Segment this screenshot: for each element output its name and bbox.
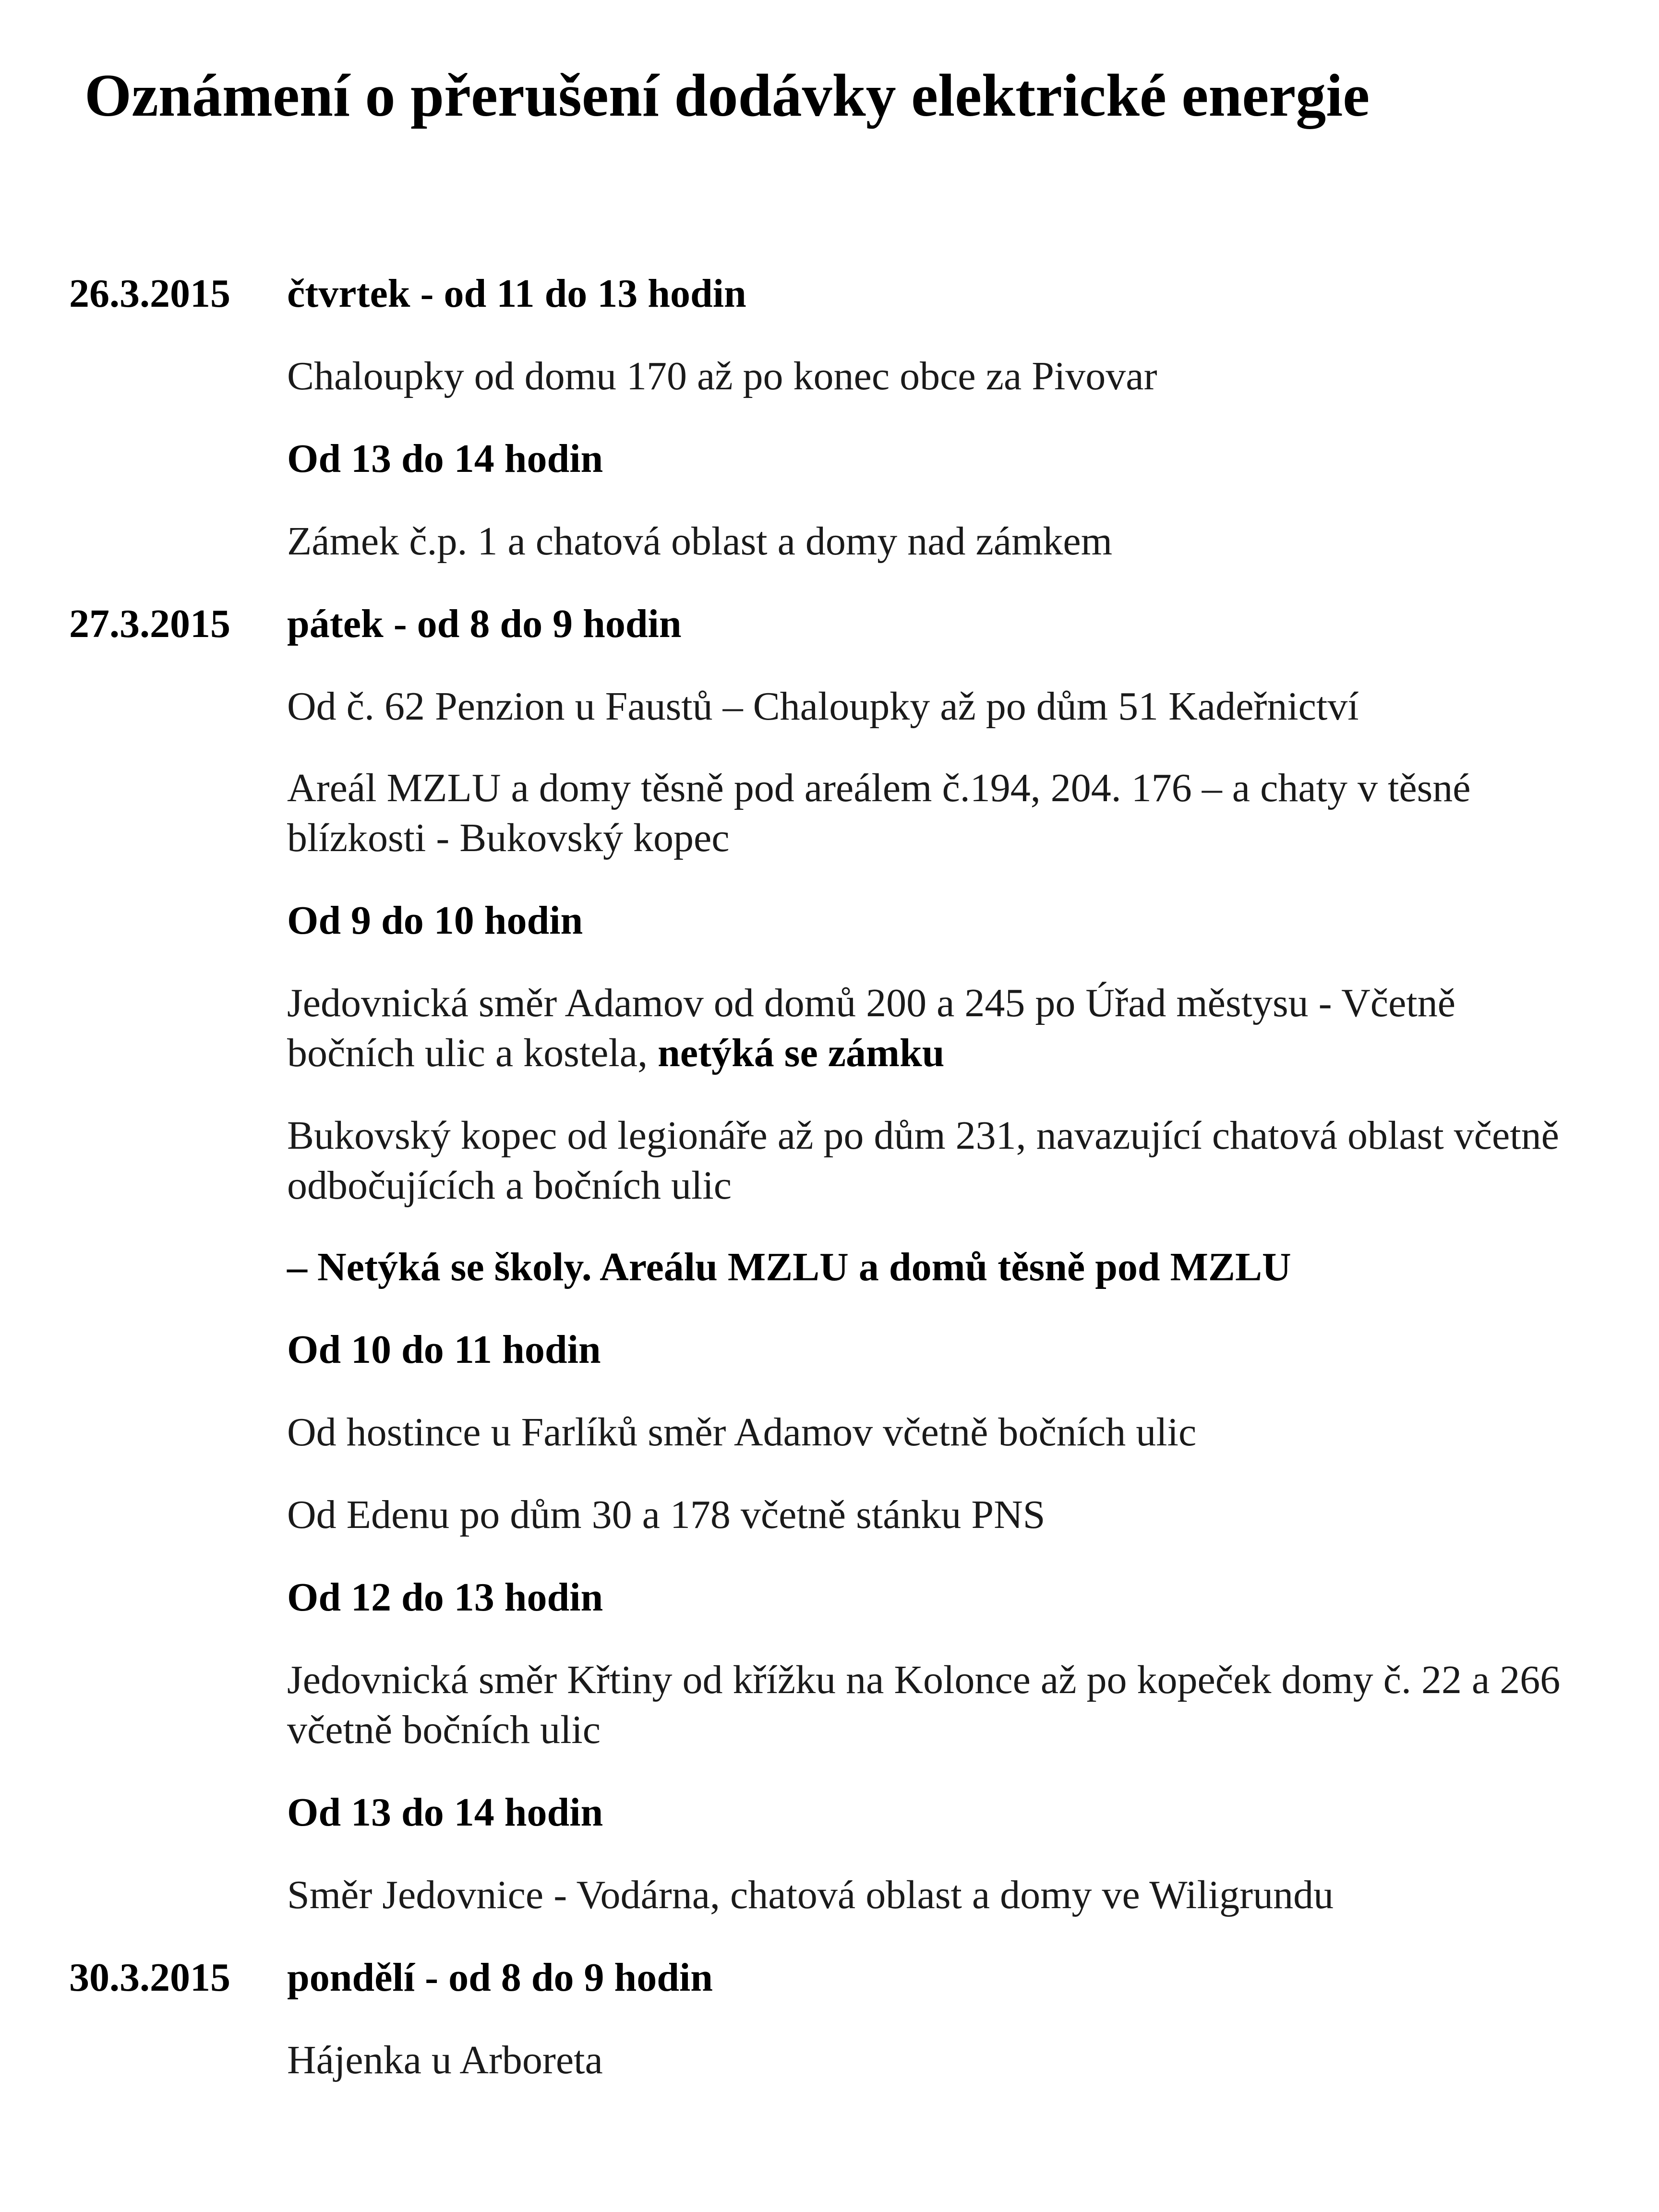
day-header: pondělí - od 8 do 9 hodin <box>287 1955 713 2000</box>
date-label: 26.3.2015 <box>69 271 230 316</box>
date-label: 30.3.2015 <box>69 1955 230 2000</box>
date-label: 27.3.2015 <box>69 601 230 646</box>
time-slot-header: Od 13 do 14 hodin <box>287 1790 603 1835</box>
page-title: Oznámení o přerušení dodávky elektrické energie <box>84 62 1370 129</box>
day-header: pátek - od 8 do 9 hodin <box>287 601 682 646</box>
area-entry: Od Edenu po dům 30 a 178 včetně stánku PNS <box>287 1492 1046 1537</box>
area-entry: Bukovský kopec od legionáře až po dům 231, navazující chatová oblast včetně odbočujících a bočních ulic <box>287 1113 1559 1208</box>
time-slot-header: Od 9 do 10 hodin <box>287 898 583 943</box>
day-header: čtvrtek - od 11 do 13 hodin <box>287 271 746 316</box>
exception-note: – Netýká se školy. Areálu MZLU a domů těsně pod MZLU <box>287 1245 1291 1289</box>
area-entry: Od č. 62 Penzion u Faustů – Chaloupky až po dům 51 Kadeřnictví <box>287 684 1359 729</box>
exception-note: netýká se zámku <box>658 1031 945 1075</box>
time-slot-header: Od 10 do 11 hodin <box>287 1327 601 1372</box>
time-slot-header: Od 13 do 14 hodin <box>287 436 603 481</box>
area-entry: Zámek č.p. 1 a chatová oblast a domy nad zámkem <box>287 519 1113 564</box>
area-entry: Směr Jedovnice - Vodárna, chatová oblast a domy ve Wiligrundu <box>287 1873 1334 1917</box>
area-entry: Hájenka u Arboreta <box>287 2038 603 2082</box>
area-entry: Chaloupky od domu 170 až po konec obce za Pivovar <box>287 354 1157 398</box>
area-entry <box>287 978 1593 1078</box>
area-text: Jedovnická směr Adamov od domů 200 a 245 po Úřad městysu - Včetně bočních ulic a kostela, <box>287 981 1455 1075</box>
area-entry: Areál MZLU a domy těsně pod areálem č.194, 204. 176 – a chaty v těsné blízkosti - Bukovský kopec <box>287 766 1471 860</box>
time-slot-header: Od 12 do 13 hodin <box>287 1575 603 1620</box>
area-entry: Jedovnická směr Křtiny od křížku na Kolonce až po kopeček domy č. 22 a 266 včetně bočních ulic <box>287 1658 1561 1752</box>
area-entry: Od hostince u Farlíků směr Adamov včetně bočních ulic <box>287 1410 1197 1455</box>
